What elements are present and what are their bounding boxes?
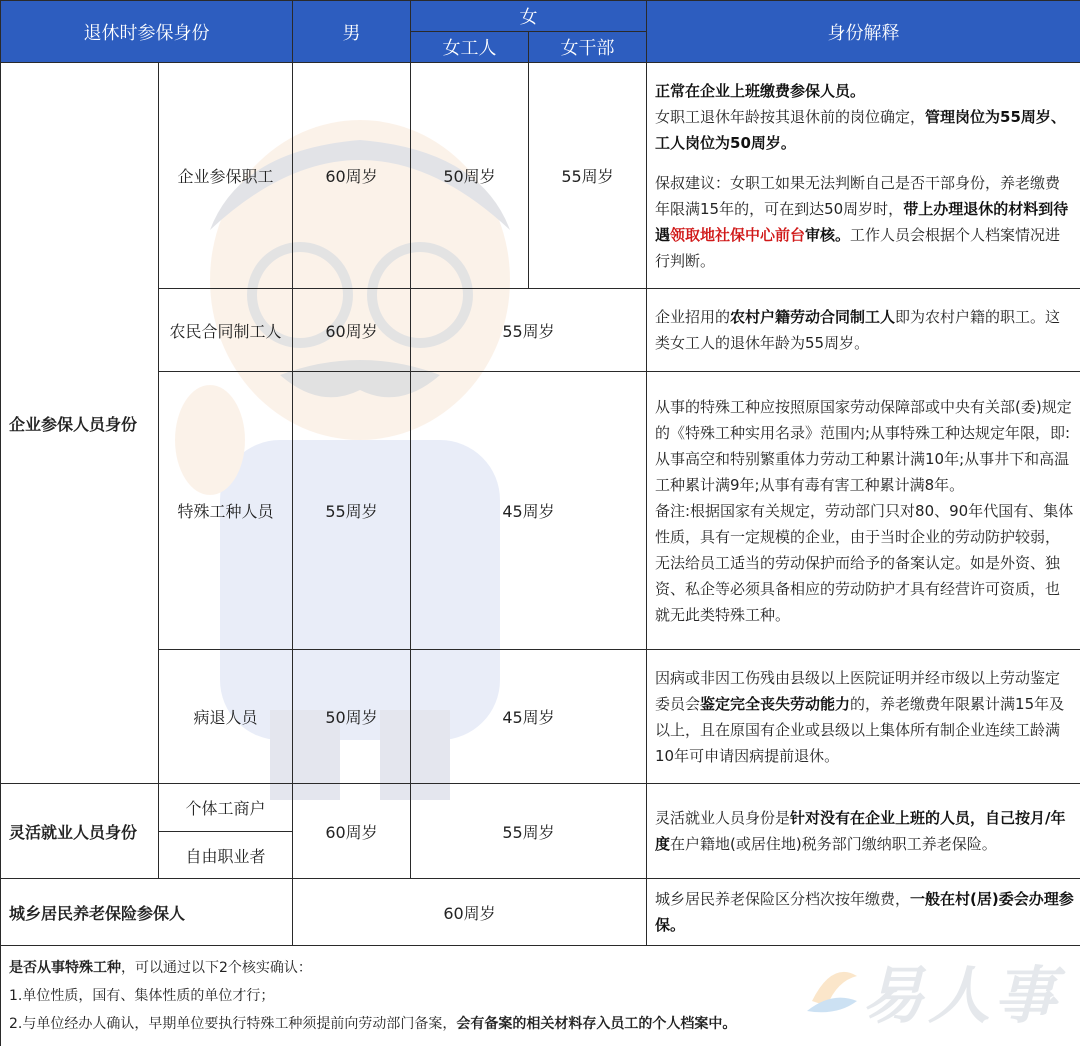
female-age: 55周岁 [411,289,647,372]
footer-item: 2.与单位经办人确认，早期单位要执行特殊工种须提前向劳动部门备案， [9,1016,456,1032]
row-name: 个体工商户 [159,784,293,832]
exp-text: 企业招用的 [655,308,730,326]
exp-text: 从事的特殊工种应按照原国家劳动保障部或中央有关部(委)规定的《特殊工种实用名录》范围内;从事特殊工种达规定年限，即:从事高空和特别繁重体力劳动工种累计满10年;从事井下和高温工种累计满9年;从事有毒有害工种累计满8年。 [655,398,1072,494]
table-row [1,372,1080,650]
footer-row [1,946,1080,1046]
header-female-worker: 女工人 [411,32,529,63]
logo-text: 易人事 [862,946,1060,1035]
footer-title: 是否从事特殊工种 [9,960,121,976]
exp-text: 城乡居民养老保险区分档次按年缴费， [655,890,910,908]
explanation-farmer-contract [647,289,1080,372]
exp-text: 农村户籍劳动合同制工人 [730,308,895,326]
exp-text: 带上办理退休的材料到待遇 [655,200,1068,244]
row-name: 特殊工种人员 [159,372,293,650]
header-female: 女 [411,1,647,32]
exp-text: 正常在企业上班缴费参保人员。 [655,82,865,100]
exp-text: 保叔建议：女职工如果无法判断自己是否干部身份，养老缴费年限满15年的，可在到达50周岁时， [655,174,1060,218]
male-age: 60周岁 [293,289,411,372]
footer-title-rest: ，可以通过以下2个核实确认： [121,960,312,976]
exp-highlight: 领取地社保中心前台 [670,226,805,244]
exp-text: 管理岗位为55周岁、工人岗位为50周岁。 [655,108,1066,152]
exp-text: 一般在村(居)委会办理参保。 [655,890,1074,934]
female-age: 45周岁 [411,372,647,650]
male-age: 60周岁 [293,784,411,879]
exp-text: 审核。 [805,226,850,244]
exp-text: 的，养老缴费年限累计满15年及以上，且在原国有企业或县级以上集体所有制企业连续工龄满10年可申请因病提前退休。 [655,695,1064,765]
exp-text: 针对没有在企业上班的人员，自己按月/年度 [655,809,1066,853]
group-enterprise: 企业参保人员身份 [1,63,159,784]
female-age: 55周岁 [411,784,647,879]
exp-text: 工作人员会根据个人档案情况进行判断。 [655,226,1060,270]
explanation-illness-retire [647,650,1080,784]
exp-text: 女职工退休年龄按其退休前的岗位确定， [655,108,925,126]
table-row [1,879,1080,946]
footer-item-bold: 会有备案的相关材料存入员工的个人档案中。 [456,1016,736,1032]
row-name: 企业参保职工 [159,63,293,289]
row-name: 自由职业者 [159,832,293,879]
male-age: 60周岁 [293,63,411,289]
exp-text: 在户籍地(或居住地)税务部门缴纳职工养老保险。 [670,835,997,853]
header-explanation: 身份解释 [647,1,1080,63]
exp-text: 备注:根据国家有关规定，劳动部门只对80、90年代国有、集体性质，具有一定规模的企业，由于当时企业的劳动防护较弱，无法给员工适当的劳动保护而给予的备案认定。如是外资、独资、私企等必须具备相应的劳动防护才具有经营许可资质，也就无此类特殊工种。 [655,502,1073,624]
footer-item: 1.单位性质，国有、集体性质的单位才行； [9,988,274,1004]
male-age: 50周岁 [293,650,411,784]
explanation-enterprise-staff [647,63,1080,289]
female-cadre-age: 55周岁 [529,63,647,289]
table-row [1,289,1080,372]
female-age: 45周岁 [411,650,647,784]
header-identity: 退休时参保身份 [1,1,293,63]
exp-text: 灵活就业人员身份是 [655,809,790,827]
male-age: 55周岁 [293,372,411,650]
female-worker-age: 50周岁 [411,63,529,289]
table-row [1,63,1080,289]
header-female-cadre: 女干部 [529,32,647,63]
row-name: 农民合同制工人 [159,289,293,372]
exp-text: 因病或非因工伤残由县级以上医院证明并经市级以上劳动鉴定委员会 [655,669,1060,713]
header-male: 男 [293,1,411,63]
table-row [1,784,1080,832]
explanation-special-work [647,372,1080,650]
group-flexible: 灵活就业人员身份 [1,784,159,879]
explanation-resident [647,879,1080,946]
table-row [1,650,1080,784]
row-name: 病退人员 [159,650,293,784]
exp-text: 即为农村户籍的职工。这类女工人的退休年龄为55周岁。 [655,308,1060,352]
group-resident: 城乡居民养老保险参保人 [1,879,293,946]
resident-age: 60周岁 [293,879,647,946]
footer-note [1,946,1080,1046]
explanation-flexible [647,784,1080,879]
exp-text: 鉴定完全丧失劳动能力 [700,695,850,713]
